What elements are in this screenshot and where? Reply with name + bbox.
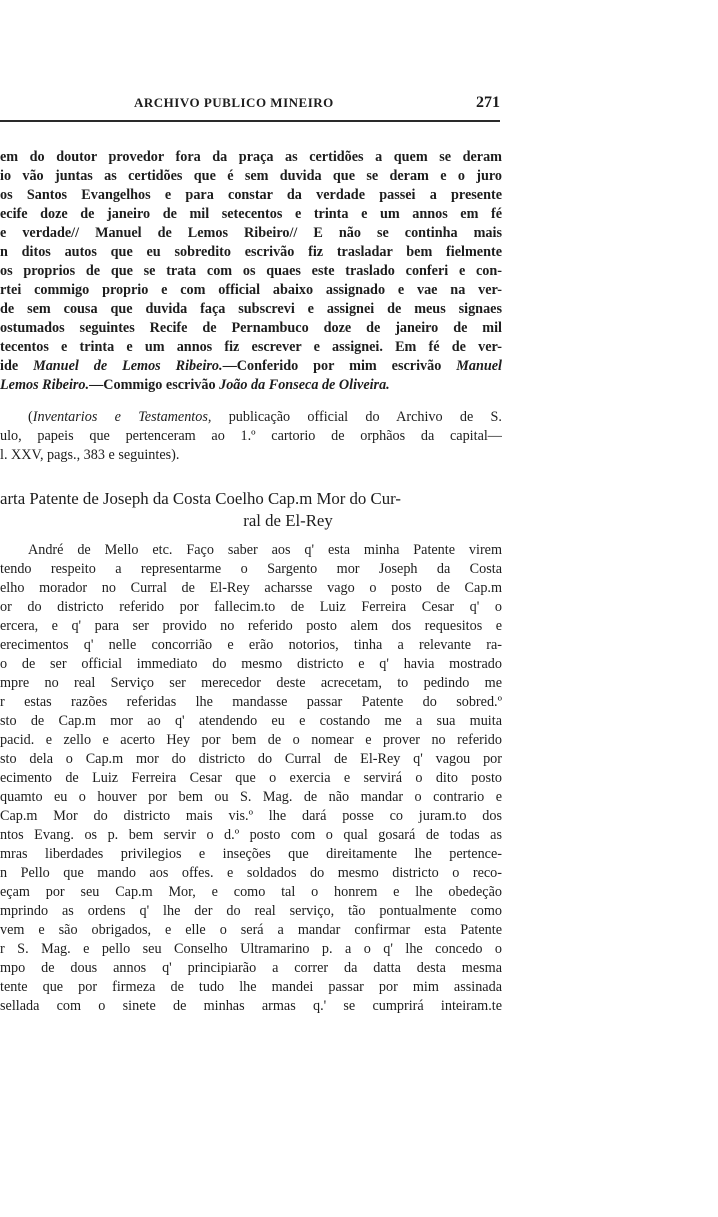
running-head <box>134 95 500 115</box>
heading-line: ral de El-Rey <box>243 511 333 530</box>
text-line: tendo respeito a representarme o Sargento mor Joseph da Costa <box>0 561 502 577</box>
text-line: rtei commigo proprio e com official abaixo assignado e vae na ver- <box>0 282 502 298</box>
text-line <box>0 357 502 376</box>
signature-name: João da Fonseca de Oliveira. <box>219 377 390 393</box>
text-line: mprindo as ordens q' lhe der do real serviço, tão pontualmente como <box>0 903 502 919</box>
text-line: vem e são obrigados, e elle o será a mandar confirmar esta Patente <box>0 922 502 938</box>
work-title: Inventarios e Testamentos, <box>32 409 212 425</box>
text-run: ide <box>0 358 34 374</box>
text-line: eçam por seu Cap.m Mor, e como tal o honrem e lhe obedeção <box>0 884 502 900</box>
text-line: l. XXV, pags., 383 e seguintes). <box>0 447 180 463</box>
text-line: em do doutor provedor fora da praça as certidões a quem se deram <box>0 149 502 165</box>
patent-text <box>0 541 502 1016</box>
text-line: mras liberdades privilegios e inseções que direitamente lhe pertence- <box>0 846 502 862</box>
signature-name: Manuel <box>456 358 502 374</box>
text-line: or do districto referido por fallecim.to de Luiz Ferreira Cesar q' o <box>0 599 502 615</box>
text-line: io vão juntas as certidões que é sem duvida que se deram e o juro <box>0 168 502 184</box>
text-line: erecimentos q' nelle concorrião e erão notorios, tinha a relevante ra- <box>0 637 502 653</box>
text-line <box>0 376 502 395</box>
text-line: ecimento de Luiz Ferreira Cesar que o exercia e servirá o dito posto <box>0 770 502 786</box>
text-line: ntos Evang. os p. bem servir o d.º posto com o qual gosará de todas as <box>0 827 502 843</box>
text-line: r estas razões referidas lhe mandasse passar Patente do sobred.º <box>0 694 502 710</box>
text-line: sellada com o sinete de minhas armas q.' se cumprirá inteiram.te <box>0 998 502 1014</box>
text-line: mpo de dous annos q' principiarão a correr da datta desta mesma <box>0 960 502 976</box>
running-title: ARCHIVO PUBLICO MINEIRO <box>134 95 334 110</box>
text-line: elho morador no Curral de El-Rey acharsse vago o posto de Cap.m <box>0 580 502 596</box>
text-line: de sem cousa que duvida faça subscrevi e assignei de meus signaes <box>0 301 502 317</box>
text-line: ecife doze de janeiro de mil setecentos e trinta e um annos em fé <box>0 206 502 222</box>
text-line: pacid. e zello e acerto Hey por bem de o nomear e prover no referido <box>0 732 502 748</box>
text-line: n Pello que mando aos offes. e soldados do mesmo districto o reco- <box>0 865 502 881</box>
page-number: 271 <box>476 94 500 111</box>
text-line: sto dela o Cap.m mor do districto do Curral de El-Rey q' vagou por <box>0 751 502 767</box>
text-run: —Commigo escrivão <box>89 377 220 393</box>
text-line: r S. Mag. e pello seu Conselho Ultramarino p. a o q' lhe concedo o <box>0 941 502 957</box>
text-line: ulo, papeis que pertenceram ao 1.º cartorio de orphãos da capital— <box>0 428 502 444</box>
text-line: os Santos Evangelhos e para constar da verdade passei a presente <box>0 187 502 203</box>
section-heading <box>0 488 502 532</box>
text-run: publicação official do Archivo de S. <box>211 409 502 425</box>
signature-name: Lemos Ribeiro. <box>0 377 90 393</box>
text-line: os proprios de que se trata com os quaes este traslado conferi e con- <box>0 263 502 279</box>
source-citation <box>0 408 502 465</box>
text-line <box>0 408 502 427</box>
text-run: ( <box>28 409 33 425</box>
text-run: —Conferido por mim escrivão <box>222 358 457 374</box>
closing-paragraph <box>0 148 502 395</box>
text-line: o de ser official immediato do mesmo districto e q' havia mostrado <box>0 656 502 672</box>
text-line: Cap.m Mor do districto mais vis.º lhe dará posse co juram.to dos <box>0 808 502 824</box>
text-line: ostumados seguintes Recife de Pernambuco doze de janeiro de mil <box>0 320 502 336</box>
text-line: sto de Cap.m mor ao q' atendendo eu e costando me a sua muita <box>0 713 502 729</box>
header-rule <box>0 120 500 122</box>
text-line: quamto eu o houver por bem ou S. Mag. de não mandar o contrario e <box>0 789 502 805</box>
text-line: André de Mello etc. Faço saber aos q' esta minha Patente virem <box>28 542 502 558</box>
signature-name: Manuel de Lemos Ribeiro. <box>33 358 223 374</box>
heading-line: arta Patente de Joseph da Costa Coelho Cap.m Mor do Cur- <box>0 489 401 508</box>
text-line: n ditos autos que eu sobredito escrivão fiz trasladar bem fielmente <box>0 244 502 260</box>
text-line: tecentos e trinta e um annos fiz escrever e assignei. Em fé de ver- <box>0 339 502 355</box>
text-line: ercera, e q' para ser provido no referido posto alem dos requesitos e <box>0 618 502 634</box>
text-line: tente que por firmeza de tudo lhe mandei passar por mim assinada <box>0 979 502 995</box>
text-line: e verdade// Manuel de Lemos Ribeiro// E não se continha mais <box>0 225 502 241</box>
text-line: mpre no real Serviço ser merecedor deste acrecetam, to pedindo me <box>0 675 502 691</box>
